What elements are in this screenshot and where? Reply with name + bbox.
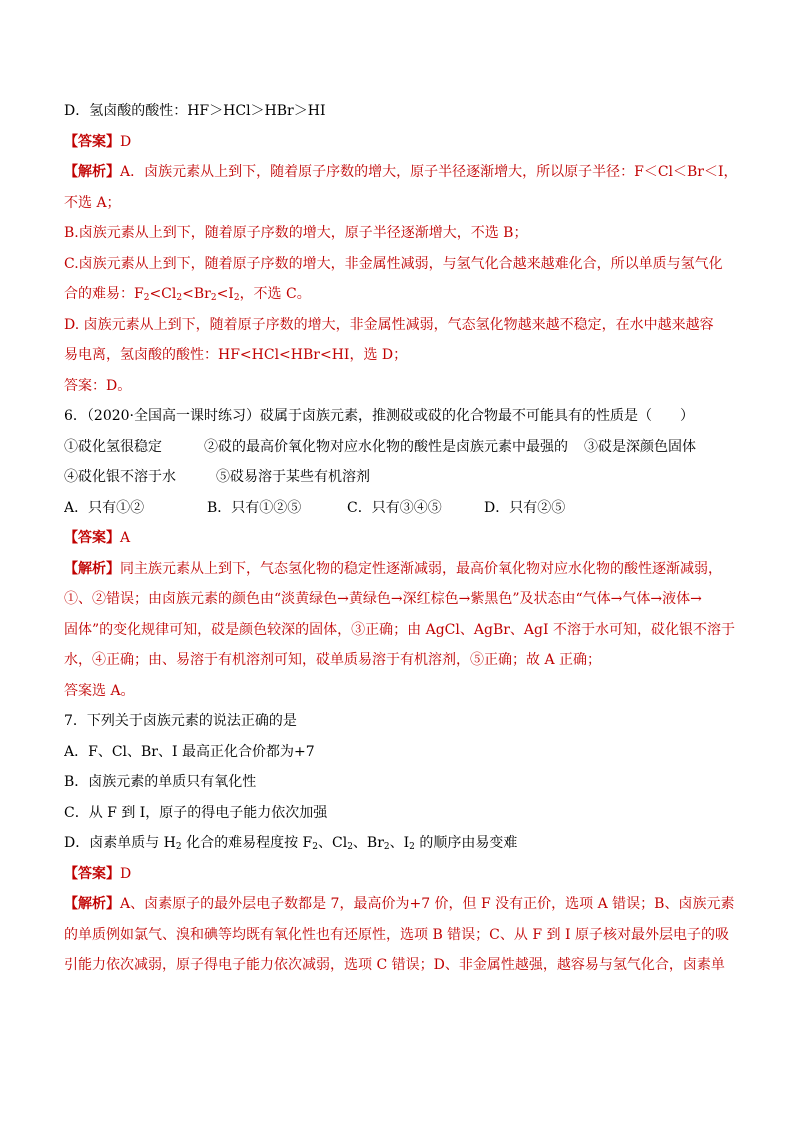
q6-analysis-3: 固体”的变化规律可知，砹是颜色较深的固体，③正确；由 AgCl、AgBr、AgI 不溶于水可知，砹化银不溶于 (64, 621, 735, 638)
answer-tag: 【答案】 (64, 865, 120, 882)
answer-value: A (120, 530, 131, 546)
q6-answer (64, 523, 739, 554)
q6-items-row2 (64, 462, 739, 493)
q7-analysis-3: 引能力依次减弱，原子得电子能力依次减弱，选项 C 错误；D、非金属性越强，越容易与氢气化合，卤素单 (64, 957, 725, 973)
q7-option-c: C．从 F 到 I，原子的得电子能力依次加强 (64, 804, 328, 821)
q5-analysis-d-cont: 易电离，氢卤酸的酸性：HF<HCl<HBr<HI，选 D； (64, 347, 408, 363)
analysis-tag: 【解析】 (64, 896, 120, 912)
q6-analysis-1: 【解析】同主族元素从上到下，气态氢化物的稳定性逐渐减弱，最高价氧化物对应水化物的酸性逐渐减弱， (64, 560, 722, 577)
q5-final-answer: 答案：D。 (64, 377, 132, 394)
answer-tag: 【答案】 (64, 530, 120, 546)
q7-option-d: D．卤素单质与 $H_2$ 化合的难易程度按 $F_2$、$Cl_2$、$Br_2$、$I_2$ 的顺序由易变难 (64, 835, 518, 852)
q5-analysis-a: 【解析】A．卤族元素从上到下，随着原子序数的增大，原子半径逐渐增大，所以原子半径：F＜Cl＜Br＜I， (64, 164, 738, 180)
q6-option-a: A．只有①② (64, 499, 145, 516)
q6-analysis-2: ①、②错误；由卤族元素的颜色由“淡黄绿色→黄绿色→深红棕色→紫黑色”及状态由“气体→气体→液体→ (64, 591, 702, 607)
q6-items-row1 (64, 432, 739, 463)
q5-analysis-c: C.卤族元素从上到下，随着原子序数的增大，非金属性减弱，与氢气化合越来越难化合，所以单质与氢气化 (64, 255, 723, 272)
q7-answer (64, 859, 739, 890)
q7-stem: 7．下列关于卤族元素的说法正确的是 (64, 713, 297, 729)
q6-final-answer: 答案选 A。 (64, 682, 135, 699)
answer-value: D (120, 865, 132, 882)
q6-options (64, 493, 739, 524)
q6-analysis-4: 水，④正确；由、易溶于有机溶剂可知，砹单质易溶于有机溶剂，⑤正确；故 A 正确； (64, 652, 602, 668)
q6-item-4: ④砹化银不溶于水 (64, 469, 176, 485)
q7-analysis-1: 【解析】A、卤素原子的最外层电子数都是 7，最高价为+7 价，但 F 没有正价，选项 A 错误；B、卤族元素 (64, 896, 735, 912)
analysis-tag: 【解析】 (64, 560, 120, 577)
q5-option-d: D．氢卤酸的酸性：HF＞HCl＞HBr＞HI (64, 103, 326, 119)
q5-analysis-d: D. 卤族元素从上到下，随着原子序数的增大，非金属性减弱，气态氢化物越来越不稳定，在水中越来越容 (64, 316, 714, 333)
answer-value: D (120, 133, 132, 150)
q6-option-b: B．只有①②⑤ (207, 499, 302, 516)
analysis-tag: 【解析】 (64, 164, 120, 180)
q6-item-5: ⑤砹易溶于某些有机溶剂 (216, 469, 370, 485)
q6-option-d: D．只有②⑤ (484, 499, 566, 516)
q7-analysis-2: 的单质例如氯气、溴和碘等均既有氧化性也有还原性，选项 B 错误；C、从 F 到 I 原子核对最外层电子的吸 (64, 926, 729, 943)
q5-analysis-a-cont: 不选 A； (64, 194, 121, 211)
q6-item-2: ②砹的最高价氧化物对应水化物的酸性是卤族元素中最强的 (204, 438, 568, 455)
answer-tag: 【答案】 (64, 133, 120, 150)
q7-option-b: B．卤族元素的单质只有氧化性 (64, 774, 257, 790)
q5-answer (64, 127, 739, 158)
q6-item-3: ③砹是深颜色固体 (584, 438, 696, 455)
q6-item-1: ①砹化氢很稳定 (64, 438, 162, 455)
q7-option-a: A．F、Cl、Br、I 最高正化合价都为+7 (64, 743, 315, 760)
q5-analysis-c-cont: 合的难易：$F_2<Cl_2<Br_2<I_2$，不选 C。 (64, 286, 311, 303)
q5-analysis-b: B.卤族元素从上到下，随着原子序数的增大，原子半径逐渐增大，不选 B； (64, 225, 528, 241)
q6-stem: 6．（2020·全国高一课时练习）砹属于卤族元素，推测砹或砹的化合物最不可能具有的性质是（ ） (64, 408, 694, 424)
q6-option-c: C．只有③④⑤ (347, 499, 442, 516)
